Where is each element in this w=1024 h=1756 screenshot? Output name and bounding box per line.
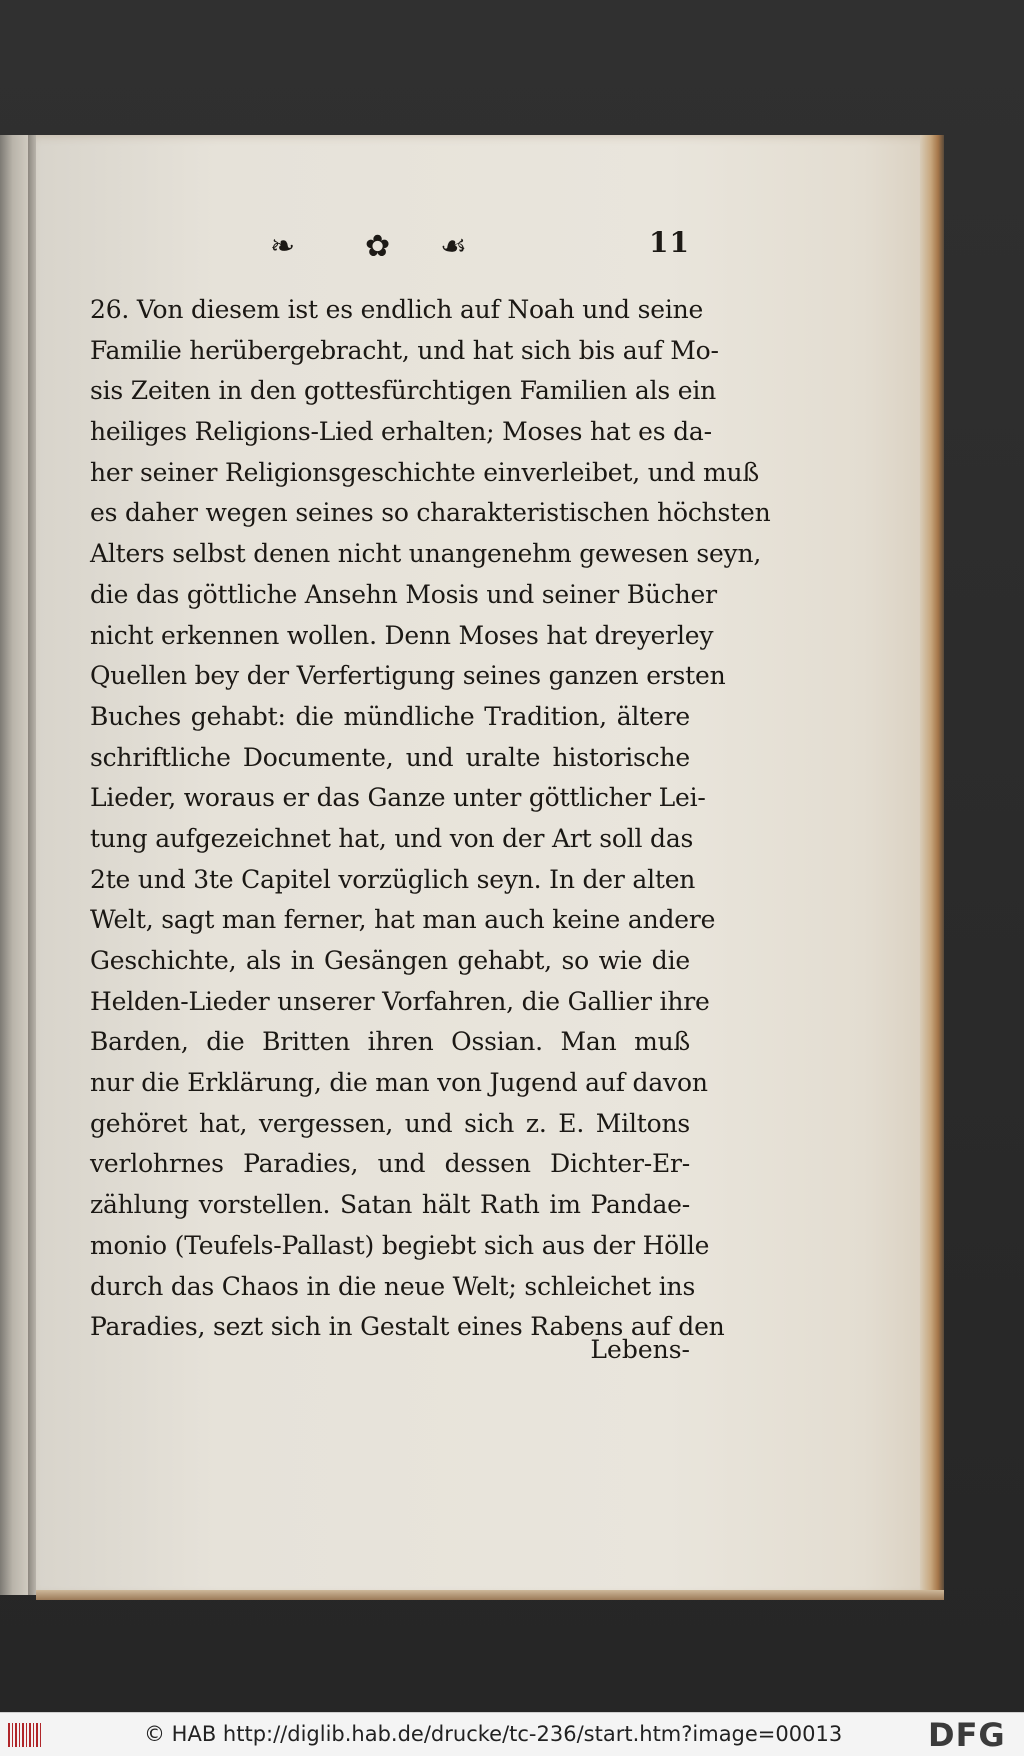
text-line: Geschichte, als in Gesängen gehabt, so wie die bbox=[90, 946, 690, 975]
text-line: verlohrnes Paradies, und dessen Dichter-Er- bbox=[90, 1149, 690, 1179]
page-bottom-edge bbox=[36, 1590, 944, 1600]
middle-ornament-icon: ✿ bbox=[365, 229, 391, 264]
text-line: Alters selbst denen nicht unangenehm gewesen seyn, bbox=[90, 539, 762, 569]
barcode-icon bbox=[8, 1723, 42, 1747]
left-ornament-icon: ❧ bbox=[270, 229, 296, 264]
page-header bbox=[270, 222, 690, 272]
text-line: zählung vorstellen. Satan hält Rath im Pandae- bbox=[90, 1190, 690, 1220]
attribution-link[interactable]: © HAB http://diglib.hab.de/drucke/tc-236/start.htm?image=00013 bbox=[144, 1722, 843, 1746]
text-line: nicht erkennen wollen. Denn Moses hat dreyerley bbox=[90, 620, 714, 650]
text-line: nur die Erklärung, die man von Jugend auf davon bbox=[90, 1068, 708, 1098]
text-line: Paradies, sezt sich in Gestalt eines Rabens auf den bbox=[90, 1312, 725, 1342]
text-line: 26. Von diesem ist es endlich auf Noah und seine bbox=[90, 295, 704, 324]
text-line: schriftliche Documente, und uralte historische bbox=[90, 742, 690, 772]
dfg-logo: DFG bbox=[928, 1716, 1006, 1754]
text-line: Lieder, woraus er das Ganze unter göttlicher Lei- bbox=[90, 783, 706, 813]
text-line: Familie herübergebracht, und hat sich bis auf Mo- bbox=[90, 335, 719, 365]
text-line: die das göttliche Ansehn Mosis und seiner Bücher bbox=[90, 579, 717, 609]
text-line: 2te und 3te Capitel vorzüglich seyn. In der alten bbox=[90, 864, 696, 894]
text-line: Barden, die Britten ihren Ossian. Man muß bbox=[90, 1027, 690, 1057]
catchword: Lebens- bbox=[590, 1335, 690, 1364]
text-line: tung aufgezeichnet hat, und von der Art soll das bbox=[90, 823, 694, 853]
viewer-footer bbox=[0, 1712, 1024, 1756]
text-line: sis Zeiten in den gottesfürchtigen Familien als ein bbox=[90, 376, 717, 406]
text-line: her seiner Religionsgeschichte einverleibet, und muß bbox=[90, 457, 759, 487]
page-right-edge bbox=[920, 135, 944, 1597]
text-line: heiliges Religions-Lied erhalten; Moses hat es da- bbox=[90, 417, 712, 447]
body-text bbox=[90, 290, 771, 1348]
text-line: gehöret hat, vergessen, und sich z. E. Miltons bbox=[90, 1108, 690, 1138]
text-line: Helden-Lieder unserer Vorfahren, die Gallier ihre bbox=[90, 986, 710, 1016]
text-line: es daher wegen seines so charakteristischen höchsten bbox=[90, 498, 771, 528]
text-line: Welt, sagt man ferner, hat man auch keine andere bbox=[90, 905, 716, 935]
text-line: Buches gehabt: die mündliche Tradition, ältere bbox=[90, 701, 690, 731]
text-line: monio (Teufels-Pallast) begiebt sich aus der Hölle bbox=[90, 1230, 710, 1260]
text-line: durch das Chaos in die neue Welt; schleichet ins bbox=[90, 1271, 696, 1301]
text-line: Quellen bey der Verfertigung seines ganzen ersten bbox=[90, 661, 726, 691]
right-ornament-icon: ☙ bbox=[440, 229, 467, 264]
page-number: 11 bbox=[649, 226, 690, 259]
